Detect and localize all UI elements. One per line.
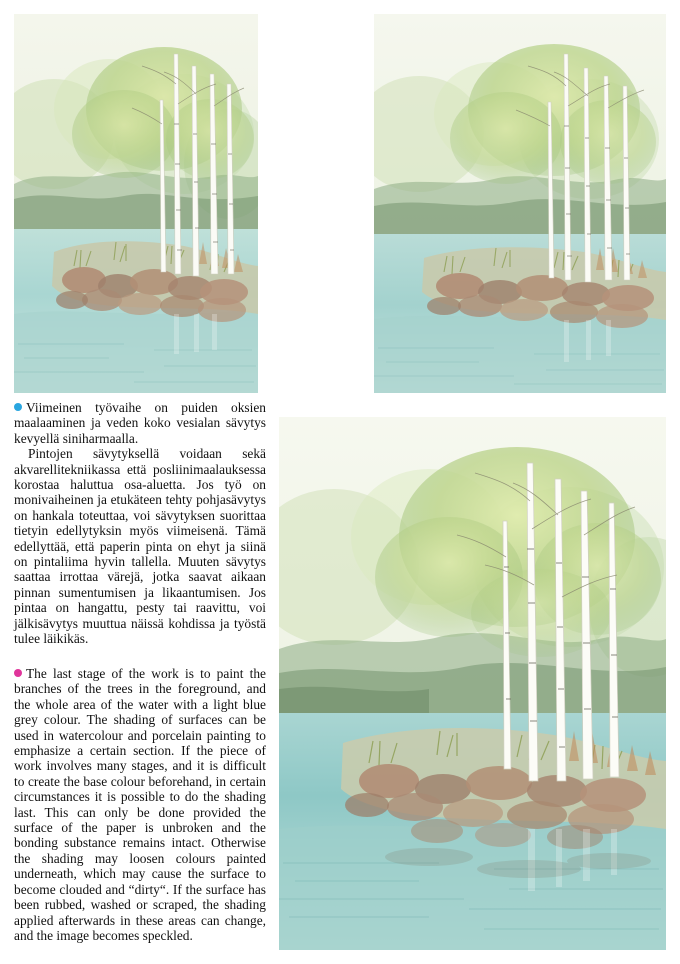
english-bullet-paragraph [14, 666, 266, 943]
finnish-text-column [14, 400, 266, 647]
english-text-column [14, 666, 266, 943]
bullet-pink-icon [14, 669, 22, 677]
watercolour-birches-top-left [14, 14, 258, 393]
watercolour-birches-top-right [374, 14, 666, 393]
finnish-paragraph-2: Pintojen sävytyksellä voidaan sekä akvarellitekniikassa että posliinimaalauksessa korostaa haluttua osa-aluetta. Jos työ on monivaiheinen ja etukäteen tehty pohjasävytys on hankala toteuttaa, voi sävytyksen suorittaa tietyin edellytyksin myös viimeisenä. Tämä edellyttää, että paperin pinta on ehyt ja siinä on pintaliima hyvin tallella. Muuten sävytys saattaa irrottaa värejä, jotka saavat aikaan pinnan sumentumisen ja likaantumisen. Jos pintaa on hangattu, pesty tai raavittu, voi jälkisävytys muuttua näissä kohdissa ja työstä tulee läikikäs. [14, 446, 266, 647]
finnish-bullet-paragraph [14, 400, 266, 446]
watercolour-birches-bottom [279, 417, 666, 950]
bullet-blue-icon [14, 403, 22, 411]
finnish-bullet-text: Viimeinen työvaihe on puiden oksien maalaaminen ja veden koko vesialan sävytys kevyellä siniharmaalla. [14, 400, 266, 446]
english-bullet-text: The last stage of the work is to paint the branches of the trees in the foreground, and the whole area of the water with a light blue grey colour. The shading of surfaces can be used in watercolour and porcelain painting to emphasize a certain section. If the piece of work involves many stages, and it is difficult to create the base colour beforehand, in certain circumstances it is possible to do the shading last. This can only be done provided the surface of the paper is unbroken and the bonding substance remains intact. Otherwise the shading may loosen colours painted underneath, which may cause the surface to become clouded and “dirty“. If the surface has been rubbed, washed or scraped, the shading applied afterwards in these areas can change, and the image becomes speckled. [14, 666, 266, 943]
